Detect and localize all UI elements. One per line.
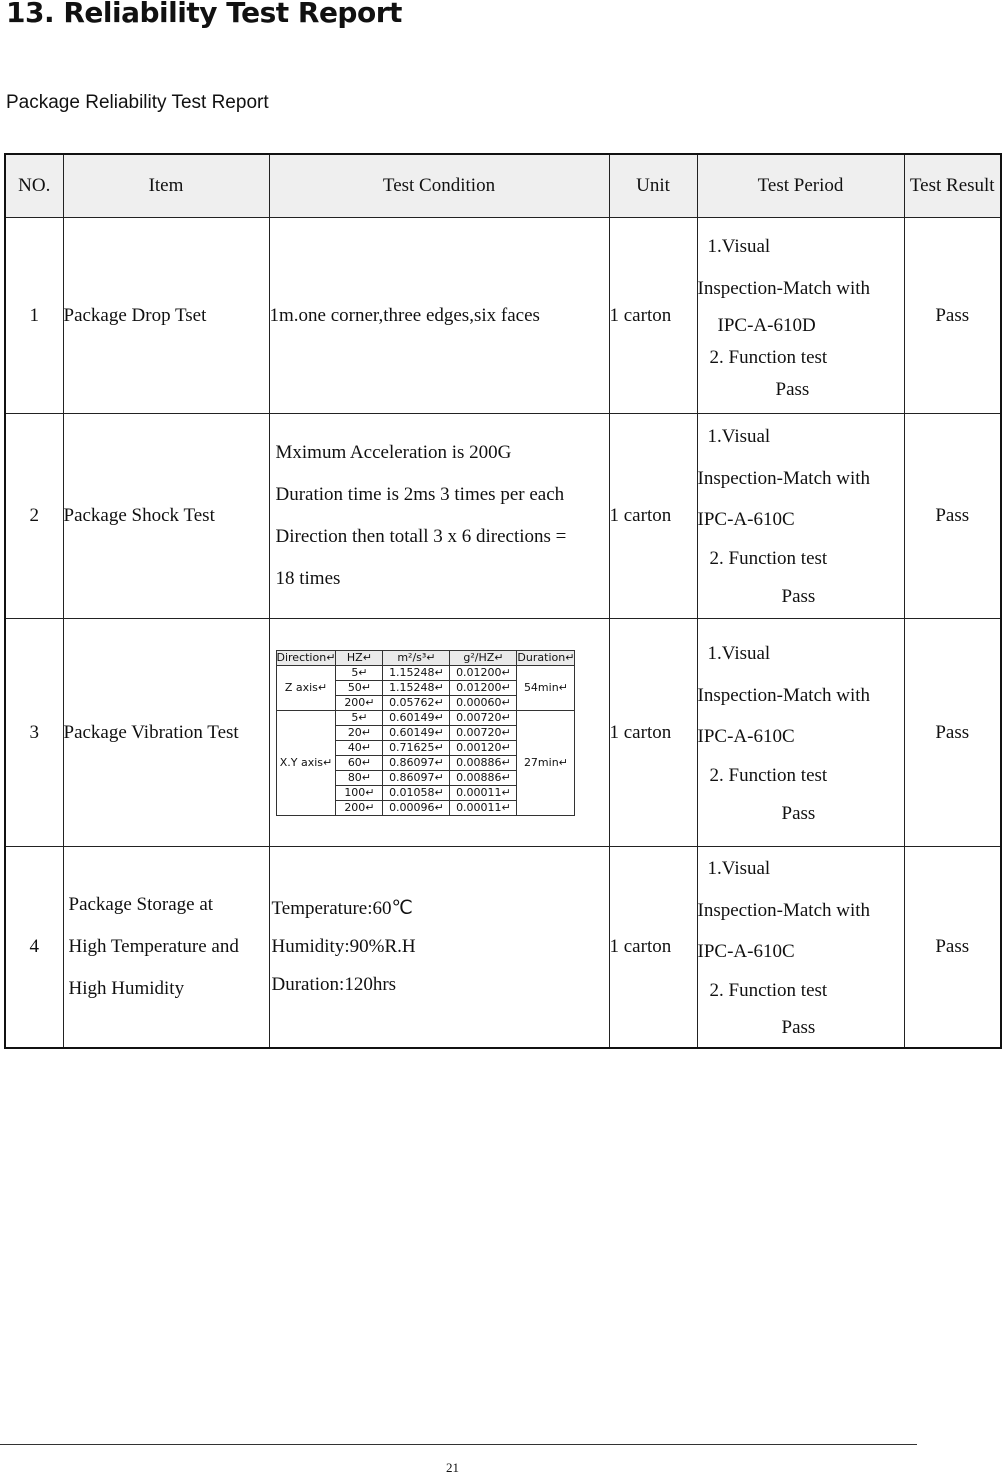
- period-line: IPC-A-610D: [717, 314, 816, 336]
- vib-cell: 0.60149↵: [383, 725, 450, 740]
- vib-cell: 40↵: [336, 740, 383, 755]
- vib-cell: 0.86097↵: [383, 755, 450, 770]
- reliability-test-table: [4, 153, 1002, 1049]
- page-number: 21: [446, 1460, 459, 1475]
- row-unit: 1 carton: [609, 218, 697, 414]
- vib-cell: 100↵: [336, 785, 383, 800]
- vib-cell: 200↵: [336, 695, 383, 710]
- period-line: Pass: [781, 802, 816, 824]
- vib-header: m²/s³↵: [383, 650, 450, 665]
- item-line: Package Storage at: [68, 894, 214, 915]
- period-line: IPC-A-610C: [697, 725, 795, 747]
- period-line: Pass: [775, 378, 810, 400]
- row-condition: [269, 619, 609, 847]
- condition-line: Humidity:90%R.H: [271, 936, 416, 957]
- condition-line: Direction then totall 3 x 6 directions =: [275, 526, 567, 547]
- row-unit: 1 carton: [609, 847, 697, 1049]
- col-header-period: Test Period: [697, 154, 904, 218]
- table-header-row: [5, 154, 1001, 218]
- condition-line: Temperature:60℃: [271, 898, 413, 919]
- vib-cell: 200↵: [336, 800, 383, 815]
- vib-cell: 60↵: [336, 755, 383, 770]
- col-header-no: NO.: [5, 154, 63, 218]
- vib-cell: 0.00886↵: [450, 755, 517, 770]
- vib-cell: 50↵: [336, 680, 383, 695]
- row-no: 4: [5, 847, 63, 1049]
- vib-cell: 0.00886↵: [450, 770, 517, 785]
- condition-line: Duration:120hrs: [271, 974, 397, 995]
- vib-cell: 0.00096↵: [383, 800, 450, 815]
- row-item: Package Drop Tset: [63, 218, 269, 414]
- row-unit: 1 carton: [609, 619, 697, 847]
- row-period: [697, 414, 904, 619]
- period-line: 2. Function test: [709, 346, 828, 368]
- vib-header: Duration↵: [517, 651, 575, 664]
- vib-duration: 27min↵: [517, 710, 575, 815]
- vib-cell: 0.86097↵: [383, 770, 450, 785]
- row-result: Pass: [904, 218, 1001, 414]
- row-period: [697, 847, 904, 1049]
- row-no: 1: [5, 218, 63, 414]
- col-header-result: Test Result: [904, 154, 1001, 218]
- col-header-item: Item: [63, 154, 269, 218]
- row-period: [697, 619, 904, 847]
- vib-cell: 0.00011↵: [450, 785, 517, 800]
- item-line: High Temperature and: [68, 936, 239, 957]
- vib-header: HZ↵: [336, 650, 383, 665]
- period-line: Pass: [781, 1017, 816, 1038]
- vib-cell: 0.01200↵: [450, 665, 517, 680]
- vib-direction: Z axis↵: [276, 665, 336, 710]
- footer-divider: [0, 1444, 917, 1445]
- row-result: Pass: [904, 847, 1001, 1049]
- table-row: [5, 619, 1001, 847]
- vibration-row: [276, 710, 575, 725]
- vib-cell: 1.15248↵: [383, 680, 450, 695]
- period-line: 1.Visual: [707, 426, 771, 447]
- row-condition: 1m.one corner,three edges,six faces: [269, 218, 609, 414]
- col-header-unit: Unit: [609, 154, 697, 218]
- table-row: [5, 847, 1001, 1049]
- period-line: 1.Visual: [707, 858, 771, 879]
- period-line: Inspection-Match with: [697, 468, 871, 489]
- period-line: 1.Visual: [707, 642, 771, 664]
- vib-cell: 0.00720↵: [450, 725, 517, 740]
- page-heading: 13. Reliability Test Report: [6, 0, 402, 29]
- vibration-row: [276, 665, 575, 680]
- row-no: 3: [5, 619, 63, 847]
- period-line: 1.Visual: [707, 235, 771, 257]
- vibration-header-row: [276, 650, 575, 665]
- condition-line: 18 times: [275, 568, 341, 589]
- period-line: IPC-A-610C: [697, 941, 795, 962]
- vib-cell: 0.05762↵: [383, 695, 450, 710]
- condition-line: Mximum Acceleration is 200G: [275, 442, 512, 463]
- period-line: Pass: [781, 586, 816, 607]
- report-subtitle: Package Reliability Test Report: [6, 92, 269, 113]
- vib-cell: 0.00720↵: [450, 710, 517, 725]
- vib-header: g²/HZ↵: [450, 650, 517, 665]
- vib-cell: 0.60149↵: [383, 710, 450, 725]
- row-item: Package Vibration Test: [63, 619, 269, 847]
- condition-line: Duration time is 2ms 3 times per each: [275, 484, 565, 505]
- vibration-table: [276, 650, 576, 816]
- row-no: 2: [5, 414, 63, 619]
- vib-cell: 20↵: [336, 725, 383, 740]
- table-row: [5, 218, 1001, 414]
- vib-cell: 0.00120↵: [450, 740, 517, 755]
- vib-cell: 0.00060↵: [450, 695, 517, 710]
- row-result: Pass: [904, 619, 1001, 847]
- period-line: Inspection-Match with: [697, 900, 871, 921]
- period-line: 2. Function test: [709, 548, 828, 569]
- period-line: IPC-A-610C: [697, 509, 795, 530]
- vib-cell: 1.15248↵: [383, 665, 450, 680]
- period-line: 2. Function test: [709, 980, 828, 1001]
- vib-cell: 5↵: [336, 710, 383, 725]
- row-item: [63, 847, 269, 1049]
- row-condition: [269, 847, 609, 1049]
- vib-cell: 5↵: [336, 665, 383, 680]
- row-result: Pass: [904, 414, 1001, 619]
- vib-cell: 80↵: [336, 770, 383, 785]
- vib-direction: X.Y axis↵: [276, 710, 336, 815]
- period-line: Inspection-Match with: [697, 684, 871, 706]
- vib-duration: 54min↵: [517, 665, 575, 710]
- row-item: Package Shock Test: [63, 414, 269, 619]
- row-condition: [269, 414, 609, 619]
- vib-cell: 0.00011↵: [450, 800, 517, 815]
- item-line: High Humidity: [68, 978, 185, 999]
- period-line: 2. Function test: [709, 764, 828, 786]
- row-period: [697, 218, 904, 414]
- row-unit: 1 carton: [609, 414, 697, 619]
- vib-cell: 0.01200↵: [450, 680, 517, 695]
- period-line: Inspection-Match with: [697, 277, 871, 299]
- table-row: [5, 414, 1001, 619]
- vib-cell: 0.71625↵: [383, 740, 450, 755]
- col-header-condition: Test Condition: [269, 154, 609, 218]
- vib-cell: 0.01058↵: [383, 785, 450, 800]
- vib-header: Direction↵: [276, 651, 336, 664]
